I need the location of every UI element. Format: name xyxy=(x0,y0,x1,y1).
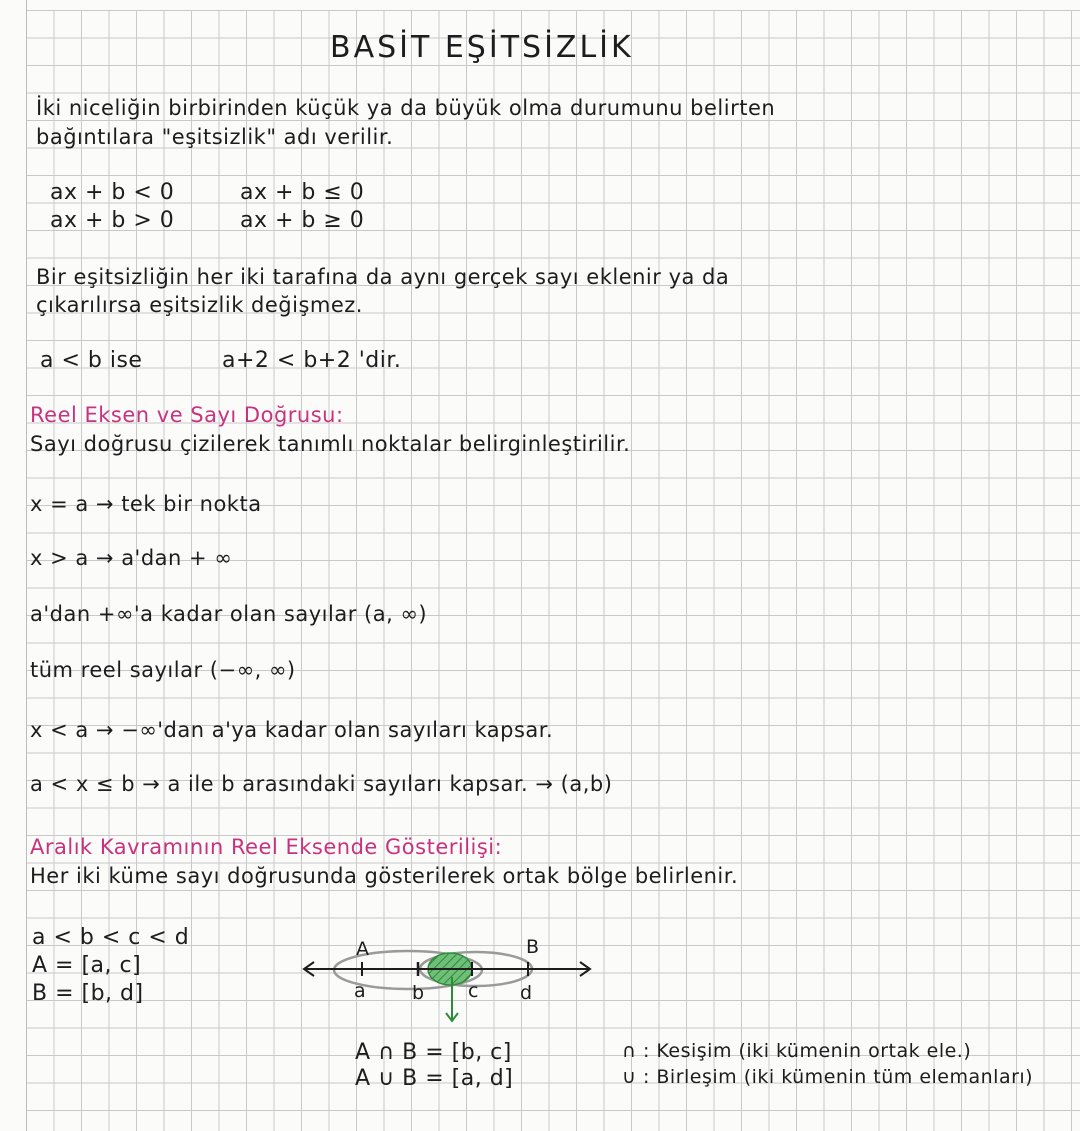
inequality-form-4: ax + b ≥ 0 xyxy=(240,208,365,233)
example-right: a+2 < b+2 'dir. xyxy=(222,348,402,373)
rule-line-1: Bir eşitsizliğin her iki tarafına da aynı gerçek sayı eklenir ya da xyxy=(36,265,730,289)
inequality-form-2: ax + b > 0 xyxy=(50,208,175,233)
section-heading-real-axis: Reel Eksen ve Sayı Doğrusu: xyxy=(30,403,344,427)
inequality-form-1: ax + b < 0 xyxy=(50,180,175,205)
inequality-form-3: ax + b ≤ 0 xyxy=(240,180,365,205)
label-point-c: c xyxy=(468,980,479,1002)
example-left: a < b ise xyxy=(40,348,143,373)
legend-intersection: ∩ : Kesişim (iki kümenin ortak ele.) xyxy=(622,1040,972,1062)
case-interval-a-infinity: a'dan +∞'a kadar olan sayılar (a, ∞) xyxy=(30,602,428,626)
number-line-diagram xyxy=(290,925,620,1035)
section-heading-interval: Aralık Kavramının Reel Eksende Gösterilişi: xyxy=(30,835,503,859)
section-text-interval: Her iki küme sayı doğrusunda gösterilerek ortak bölge belirlenir. xyxy=(30,864,739,888)
label-point-a: a xyxy=(354,980,366,1002)
rule-line-2: çıkarılırsa eşitsizlik değişmez. xyxy=(36,293,363,317)
intro-line-1: İki niceliğin birbirinden küçük ya da büyük olma durumunu belirten xyxy=(36,96,776,120)
label-point-d: d xyxy=(520,982,533,1004)
page-left-margin xyxy=(0,0,27,1131)
set-a-definition: A = [a, c] xyxy=(32,953,142,978)
page-top-margin xyxy=(0,0,1080,10)
legend-union: ∪ : Birleşim (iki kümenin tüm elemanları) xyxy=(622,1066,1034,1088)
case-point: x = a → tek bir nokta xyxy=(30,492,262,516)
page-title: BASİT EŞİTSİZLİK xyxy=(330,30,634,65)
set-b-definition: B = [b, d] xyxy=(32,981,144,1006)
case-less: x < a → −∞'dan a'ya kadar olan sayıları kapsar. xyxy=(30,718,554,742)
label-set-a: A xyxy=(356,938,369,960)
result-intersection: A ∩ B = [b, c] xyxy=(355,1040,512,1065)
case-all-reals: tüm reel sayılar (−∞, ∞) xyxy=(30,658,296,682)
case-between: a < x ≤ b → a ile b arasındaki sayıları kapsar. → (a,b) xyxy=(30,772,613,796)
label-set-b: B xyxy=(526,936,540,958)
label-point-b: b xyxy=(412,982,425,1004)
result-union: A ∪ B = [a, d] xyxy=(355,1066,514,1091)
case-greater: x > a → a'dan + ∞ xyxy=(30,546,233,570)
section-text-real-axis: Sayı doğrusu çizilerek tanımlı noktalar belirginleştirilir. xyxy=(30,432,631,456)
intro-line-2: bağıntılara "eşitsizlik" adı verilir. xyxy=(36,125,394,149)
set-order: a < b < c < d xyxy=(32,925,190,950)
